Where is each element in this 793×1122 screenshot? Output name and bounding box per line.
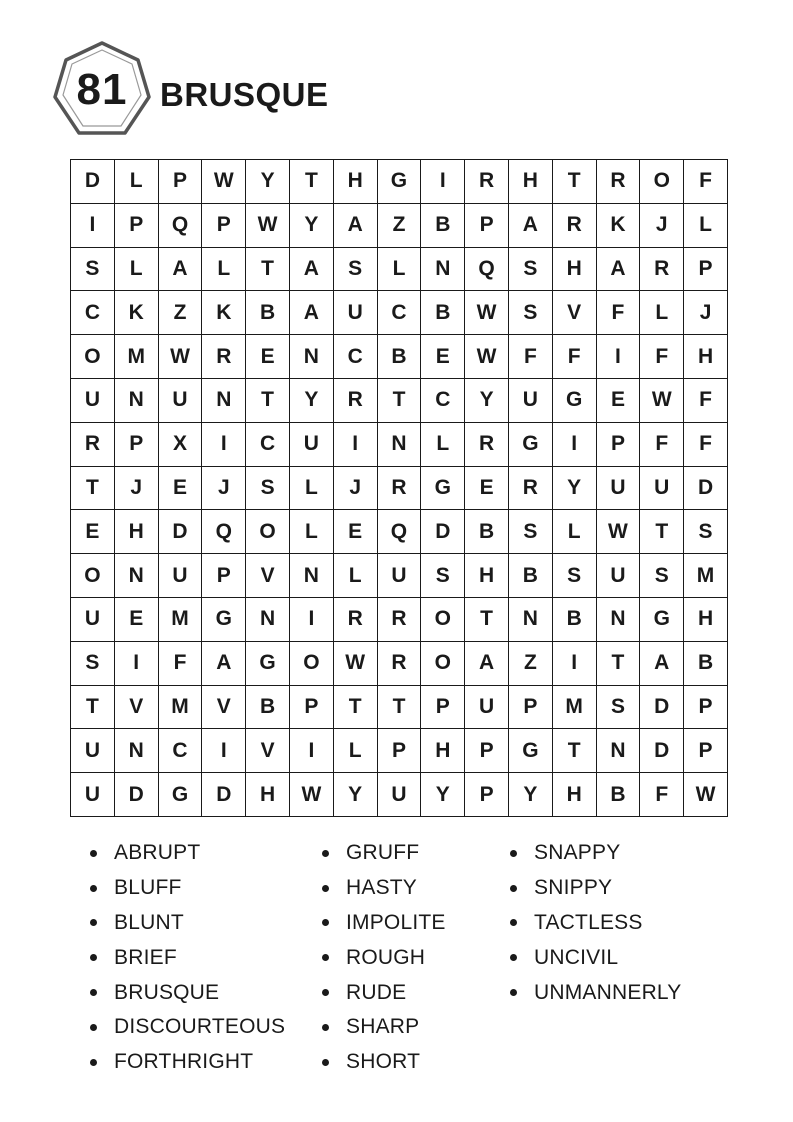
grid-cell: R (378, 467, 422, 511)
bullet-icon (510, 850, 517, 857)
grid-cell: T (553, 729, 597, 773)
word-list-item (510, 940, 681, 975)
grid-cell: F (159, 642, 203, 686)
bullet-icon (90, 989, 97, 996)
bullet-icon (90, 1059, 97, 1066)
grid-cell: B (597, 773, 641, 817)
grid-cell: S (509, 248, 553, 292)
bullet-icon (322, 850, 329, 857)
grid-cell: P (465, 773, 509, 817)
grid-cell: G (509, 423, 553, 467)
grid-cell: V (202, 686, 246, 730)
grid-cell: R (334, 379, 378, 423)
grid-cell: U (465, 686, 509, 730)
grid-cell: C (159, 729, 203, 773)
word-list-item (90, 940, 285, 975)
grid-cell: E (246, 335, 290, 379)
grid-cell: H (421, 729, 465, 773)
grid-cell: T (290, 160, 334, 204)
grid-cell: V (246, 729, 290, 773)
grid-cell: U (71, 598, 115, 642)
bullet-icon (510, 954, 517, 961)
grid-cell: W (246, 204, 290, 248)
word-list-item (322, 871, 446, 906)
grid-cell: M (553, 686, 597, 730)
grid-cell: J (640, 204, 684, 248)
word-list-item (322, 906, 446, 941)
bullet-icon (90, 850, 97, 857)
grid-cell: N (421, 248, 465, 292)
grid-cell: B (246, 291, 290, 335)
grid-cell: T (246, 379, 290, 423)
word-label: IMPOLITE (346, 910, 446, 934)
grid-cell: Y (509, 773, 553, 817)
grid-cell: N (115, 379, 159, 423)
word-column-2 (322, 836, 446, 1080)
grid-cell: I (597, 335, 641, 379)
word-label: BRUSQUE (114, 980, 220, 1004)
grid-cell: D (640, 686, 684, 730)
grid-cell: W (290, 773, 334, 817)
word-label: RUDE (346, 980, 407, 1004)
grid-cell: L (553, 510, 597, 554)
grid-cell: Q (378, 510, 422, 554)
grid-cell: O (290, 642, 334, 686)
grid-cell: Z (509, 642, 553, 686)
grid-cell: A (290, 248, 334, 292)
grid-cell: D (115, 773, 159, 817)
grid-cell: G (246, 642, 290, 686)
grid-cell: N (290, 335, 334, 379)
grid-cell: A (202, 642, 246, 686)
word-column-3 (510, 836, 681, 1010)
grid-cell: P (202, 554, 246, 598)
word-label: BLUNT (114, 910, 184, 934)
grid-cell: F (640, 335, 684, 379)
word-list-item (322, 836, 446, 871)
grid-cell: U (597, 554, 641, 598)
grid-cell: D (159, 510, 203, 554)
word-list-item (90, 975, 285, 1010)
grid-cell: P (421, 686, 465, 730)
grid-cell: C (334, 335, 378, 379)
grid-cell: B (246, 686, 290, 730)
grid-cell: I (290, 598, 334, 642)
grid-cell: O (640, 160, 684, 204)
grid-cell: S (684, 510, 728, 554)
grid-cell: M (159, 686, 203, 730)
grid-cell: B (684, 642, 728, 686)
word-list-item (322, 975, 446, 1010)
grid-cell: H (553, 773, 597, 817)
grid-cell: Q (159, 204, 203, 248)
grid-cell: V (553, 291, 597, 335)
grid-cell: U (290, 423, 334, 467)
grid-cell: W (640, 379, 684, 423)
grid-cell: D (684, 467, 728, 511)
grid-cell: O (421, 598, 465, 642)
grid-cell: E (597, 379, 641, 423)
word-list-item (322, 1010, 446, 1045)
grid-cell: J (115, 467, 159, 511)
word-column-1 (90, 836, 285, 1080)
grid-cell: P (115, 423, 159, 467)
word-list-item (90, 871, 285, 906)
grid-cell: T (640, 510, 684, 554)
letter-grid (70, 159, 728, 817)
grid-cell: U (334, 291, 378, 335)
grid-cell: W (597, 510, 641, 554)
grid-cell: E (421, 335, 465, 379)
grid-cell: W (465, 291, 509, 335)
grid-cell: I (71, 204, 115, 248)
grid-cell: A (597, 248, 641, 292)
word-label: FORTHRIGHT (114, 1050, 254, 1074)
grid-cell: A (290, 291, 334, 335)
puzzle-title: BRUSQUE (160, 76, 329, 113)
grid-cell: S (597, 686, 641, 730)
grid-cell: G (553, 379, 597, 423)
word-label: UNCIVIL (534, 945, 619, 969)
grid-cell: H (334, 160, 378, 204)
grid-cell: W (202, 160, 246, 204)
grid-cell: I (553, 423, 597, 467)
grid-cell: U (71, 773, 115, 817)
puzzle-number: 81 (76, 65, 128, 114)
word-label: GRUFF (346, 841, 420, 865)
grid-cell: C (71, 291, 115, 335)
grid-cell: N (597, 729, 641, 773)
word-label: SNAPPY (534, 841, 621, 865)
word-label: BRIEF (114, 945, 177, 969)
grid-cell: B (421, 204, 465, 248)
grid-cell: H (553, 248, 597, 292)
grid-cell: G (159, 773, 203, 817)
grid-cell: B (509, 554, 553, 598)
grid-cell: F (597, 291, 641, 335)
grid-cell: T (334, 686, 378, 730)
grid-cell: P (290, 686, 334, 730)
grid-cell: H (684, 335, 728, 379)
grid-cell: P (465, 729, 509, 773)
grid-cell: E (71, 510, 115, 554)
grid-cell: T (465, 598, 509, 642)
grid-cell: Y (553, 467, 597, 511)
grid-cell: Y (246, 160, 290, 204)
grid-cell: A (509, 204, 553, 248)
grid-cell: I (553, 642, 597, 686)
grid-cell: L (290, 467, 334, 511)
grid-cell: M (115, 335, 159, 379)
grid-cell: U (640, 467, 684, 511)
word-label: DISCOURTEOUS (114, 1015, 286, 1039)
grid-cell: T (71, 467, 115, 511)
grid-cell: B (553, 598, 597, 642)
grid-cell: R (597, 160, 641, 204)
grid-cell: O (71, 335, 115, 379)
grid-cell: O (71, 554, 115, 598)
grid-cell: R (378, 642, 422, 686)
grid-cell: F (640, 773, 684, 817)
grid-cell: M (159, 598, 203, 642)
grid-cell: J (684, 291, 728, 335)
grid-cell: W (684, 773, 728, 817)
word-label: ROUGH (346, 945, 426, 969)
bullet-icon (510, 919, 517, 926)
grid-cell: H (684, 598, 728, 642)
bullet-icon (322, 954, 329, 961)
grid-cell: T (553, 160, 597, 204)
grid-cell: K (597, 204, 641, 248)
word-list-item (90, 1010, 285, 1045)
grid-cell: D (640, 729, 684, 773)
grid-cell: V (246, 554, 290, 598)
grid-cell: L (115, 160, 159, 204)
grid-cell: U (71, 729, 115, 773)
grid-cell: D (71, 160, 115, 204)
grid-cell: H (246, 773, 290, 817)
grid-cell: N (115, 554, 159, 598)
grid-cell: X (159, 423, 203, 467)
grid-cell: Q (465, 248, 509, 292)
grid-cell: R (71, 423, 115, 467)
grid-cell: A (465, 642, 509, 686)
grid-cell: Z (378, 204, 422, 248)
grid-cell: S (509, 291, 553, 335)
grid-cell: I (202, 423, 246, 467)
grid-cell: R (465, 423, 509, 467)
grid-cell: P (684, 729, 728, 773)
grid-cell: U (159, 554, 203, 598)
grid-cell: R (640, 248, 684, 292)
word-list-item (90, 906, 285, 941)
grid-cell: T (378, 379, 422, 423)
grid-cell: Y (421, 773, 465, 817)
bullet-icon (322, 989, 329, 996)
grid-cell: E (334, 510, 378, 554)
grid-cell: F (553, 335, 597, 379)
grid-cell: S (553, 554, 597, 598)
bullet-icon (90, 954, 97, 961)
grid-cell: F (684, 160, 728, 204)
grid-cell: L (334, 554, 378, 598)
grid-cell: N (115, 729, 159, 773)
word-label: ABRUPT (114, 841, 201, 865)
grid-cell: A (159, 248, 203, 292)
word-list-item (322, 1045, 446, 1080)
grid-cell: N (509, 598, 553, 642)
grid-cell: T (597, 642, 641, 686)
grid-cell: S (246, 467, 290, 511)
grid-cell: R (378, 598, 422, 642)
grid-cell: F (640, 423, 684, 467)
grid-cell: H (465, 554, 509, 598)
grid-cell: C (378, 291, 422, 335)
word-list (0, 836, 793, 1096)
grid-cell: C (421, 379, 465, 423)
grid-cell: S (421, 554, 465, 598)
bullet-icon (510, 885, 517, 892)
grid-cell: L (202, 248, 246, 292)
grid-cell: S (509, 510, 553, 554)
grid-cell: L (378, 248, 422, 292)
grid-cell: P (159, 160, 203, 204)
grid-cell: S (71, 248, 115, 292)
grid-cell: R (509, 467, 553, 511)
grid-cell: B (421, 291, 465, 335)
grid-cell: C (246, 423, 290, 467)
grid-cell: D (202, 773, 246, 817)
grid-cell: W (159, 335, 203, 379)
word-label: HASTY (346, 876, 418, 900)
word-list-item (510, 906, 681, 941)
grid-cell: I (334, 423, 378, 467)
grid-cell: U (71, 379, 115, 423)
word-list-item (510, 871, 681, 906)
grid-cell: J (202, 467, 246, 511)
grid-cell: T (71, 686, 115, 730)
grid-cell: N (597, 598, 641, 642)
grid-cell: P (684, 248, 728, 292)
grid-cell: F (509, 335, 553, 379)
grid-cell: Z (159, 291, 203, 335)
grid-cell: N (378, 423, 422, 467)
grid-cell: R (553, 204, 597, 248)
grid-cell: N (290, 554, 334, 598)
word-label: TACTLESS (534, 910, 643, 934)
grid-cell: H (509, 160, 553, 204)
grid-cell: A (334, 204, 378, 248)
grid-cell: N (202, 379, 246, 423)
grid-cell: R (202, 335, 246, 379)
grid-cell: S (640, 554, 684, 598)
grid-cell: L (684, 204, 728, 248)
grid-cell: O (421, 642, 465, 686)
grid-cell: G (509, 729, 553, 773)
grid-cell: U (159, 379, 203, 423)
grid-cell: B (465, 510, 509, 554)
grid-cell: E (465, 467, 509, 511)
word-list-item (510, 975, 681, 1010)
grid-cell: E (115, 598, 159, 642)
puzzle-number-badge (52, 40, 152, 140)
grid-cell: A (640, 642, 684, 686)
grid-cell: Y (334, 773, 378, 817)
grid-cell: F (684, 379, 728, 423)
bullet-icon (510, 989, 517, 996)
bullet-icon (322, 919, 329, 926)
grid-cell: J (334, 467, 378, 511)
grid-cell: Y (290, 204, 334, 248)
grid-cell: N (246, 598, 290, 642)
bullet-icon (90, 919, 97, 926)
bullet-icon (90, 1024, 97, 1031)
grid-cell: P (684, 686, 728, 730)
grid-cell: L (334, 729, 378, 773)
grid-cell: G (421, 467, 465, 511)
grid-cell: U (597, 467, 641, 511)
grid-cell: M (684, 554, 728, 598)
grid-cell: V (115, 686, 159, 730)
grid-cell: I (115, 642, 159, 686)
grid-cell: I (290, 729, 334, 773)
grid-cell: K (115, 291, 159, 335)
word-list-item (322, 940, 446, 975)
grid-cell: O (246, 510, 290, 554)
grid-cell: W (465, 335, 509, 379)
word-list-item (90, 1045, 285, 1080)
grid-cell: I (421, 160, 465, 204)
puzzle-header (52, 40, 652, 145)
grid-cell: U (378, 773, 422, 817)
grid-cell: L (640, 291, 684, 335)
bullet-icon (322, 1059, 329, 1066)
grid-cell: F (684, 423, 728, 467)
word-label: UNMANNERLY (534, 980, 682, 1004)
grid-cell: D (421, 510, 465, 554)
grid-cell: K (202, 291, 246, 335)
grid-cell: G (640, 598, 684, 642)
grid-cell: P (202, 204, 246, 248)
grid-cell: P (465, 204, 509, 248)
grid-cell: T (246, 248, 290, 292)
grid-cell: Q (202, 510, 246, 554)
grid-cell: R (334, 598, 378, 642)
word-label: BLUFF (114, 876, 182, 900)
grid-cell: B (378, 335, 422, 379)
word-label: SNIPPY (534, 876, 613, 900)
bullet-icon (90, 885, 97, 892)
word-label: SHORT (346, 1050, 421, 1074)
grid-cell: L (421, 423, 465, 467)
grid-cell: T (378, 686, 422, 730)
grid-cell: P (597, 423, 641, 467)
grid-cell: S (334, 248, 378, 292)
grid-cell: I (202, 729, 246, 773)
grid-cell: G (202, 598, 246, 642)
grid-cell: W (334, 642, 378, 686)
grid-cell: P (115, 204, 159, 248)
grid-cell: P (509, 686, 553, 730)
grid-cell: G (378, 160, 422, 204)
grid-cell: H (115, 510, 159, 554)
grid-cell: U (509, 379, 553, 423)
bullet-icon (322, 1024, 329, 1031)
word-list-item (90, 836, 285, 871)
grid-cell: P (378, 729, 422, 773)
word-label: SHARP (346, 1015, 420, 1039)
bullet-icon (322, 885, 329, 892)
grid-cell: Y (290, 379, 334, 423)
grid-cell: L (290, 510, 334, 554)
grid-cell: R (465, 160, 509, 204)
grid-cell: L (115, 248, 159, 292)
word-list-item (510, 836, 681, 871)
grid-cell: Y (465, 379, 509, 423)
grid-cell: S (71, 642, 115, 686)
grid-cell: E (159, 467, 203, 511)
grid-cell: U (378, 554, 422, 598)
